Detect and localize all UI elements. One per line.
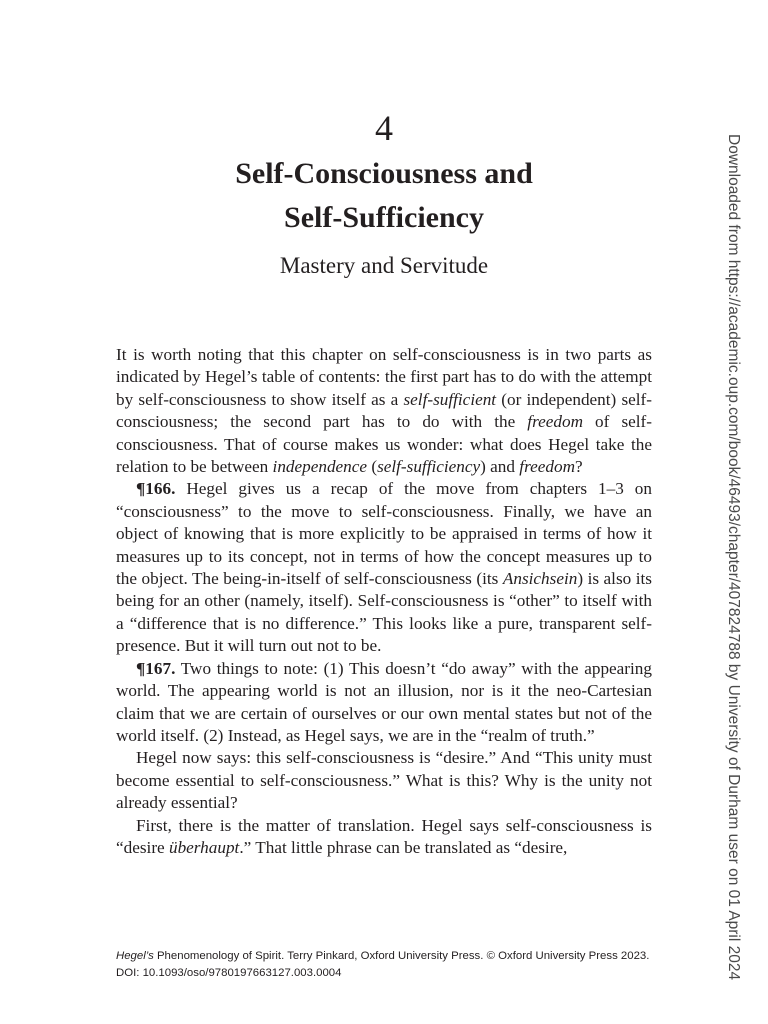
download-watermark bbox=[719, 134, 747, 981]
italic-term: überhaupt bbox=[168, 837, 240, 857]
italic-term: freedom bbox=[519, 457, 575, 477]
chapter-title-line1: Self-Consciousness and bbox=[235, 157, 533, 190]
paragraph-number: ¶166. bbox=[136, 479, 176, 499]
doi-line: DOI: 10.1093/oso/9780197663127.003.0004 bbox=[116, 967, 342, 979]
chapter-number: 4 bbox=[375, 108, 393, 148]
text-run: First, there is the matter of translation. Hegel says self-consciousness is “desire bbox=[116, 815, 652, 857]
book-title-italic: Hegel’s bbox=[116, 950, 154, 962]
paragraph-intro bbox=[116, 344, 652, 478]
paragraph-number: ¶167. bbox=[136, 658, 176, 678]
text-run: ? bbox=[574, 457, 583, 477]
citation-line bbox=[116, 948, 676, 965]
text-run: of self-consciousness. That of course makes us wonder: what does Hegel take the relation to be between bbox=[116, 412, 652, 477]
text-run: It is worth noting that this chapter on self-consciousness is in two parts as indicated by Hegel’s table of contents: the first part has to do with the attempt by self-consciousness to show itself as a bbox=[116, 345, 652, 409]
italic-term: self-sufficient bbox=[403, 389, 497, 409]
download-watermark-text: Downloaded from https://academic.oup.com/book/46493/chapter/407824788 by University of Durham user on 01 April 2024 bbox=[725, 134, 742, 981]
text-run: .” That little phrase can be translated as “desire, bbox=[239, 837, 568, 857]
paragraph-translation bbox=[116, 815, 652, 860]
text-run: Two things to note: (1) This doesn’t “do away” with the appearing world. The appearing world is not an illusion, nor is it the neo-Cartesian claim that we are certain of ourselves or our own mental states but not of the world itself. (2) Instead, as Hegel says, we are in the “realm of truth.” bbox=[116, 658, 652, 745]
chapter-title-line2: Self-Sufficiency bbox=[284, 201, 484, 234]
citation-text: Phenomenology of Spirit. Terry Pinkard, Oxford University Press. © Oxford University Press 2023. bbox=[153, 950, 650, 962]
citation-footer bbox=[116, 948, 676, 982]
paragraph-desire: Hegel now says: this self-consciousness is “desire.” And “This unity must become essential to self-consciousness.” What is this? Why is the unity not already essential? bbox=[116, 748, 652, 813]
text-run: ( bbox=[367, 457, 378, 477]
chapter-subtitle: Mastery and Servitude bbox=[279, 253, 489, 278]
text-run: Hegel gives us a recap of the move from chapters 1–3 on “consciousness” to the move to self-consciousness. Finally, we have an object of knowing that is more explicitly to be appraised in terms of how it measures up to its concept, not in terms of how the concept measures up to the object. The being-in-itself of self-consciousness (its bbox=[116, 479, 652, 589]
chapter-title bbox=[0, 152, 768, 240]
text-run: ) and bbox=[480, 457, 520, 477]
text-run: (or independent) self-consciousness; the second part has to do with the bbox=[116, 389, 652, 432]
italic-term: self-sufficiency bbox=[377, 457, 481, 477]
italic-term: Ansichsein bbox=[502, 569, 578, 589]
paragraph-166 bbox=[116, 478, 652, 657]
italic-term: independence bbox=[272, 457, 368, 477]
italic-term: freedom bbox=[527, 412, 583, 432]
body-text bbox=[116, 344, 652, 859]
paragraph-167 bbox=[116, 658, 652, 748]
text-run: ) is also its being for an other (namely, itself). Self-consciousness is “other” to itself with a “difference that is no difference.” This looks like a pure, transparent self-presence. But it will turn out not to be. bbox=[116, 569, 652, 656]
